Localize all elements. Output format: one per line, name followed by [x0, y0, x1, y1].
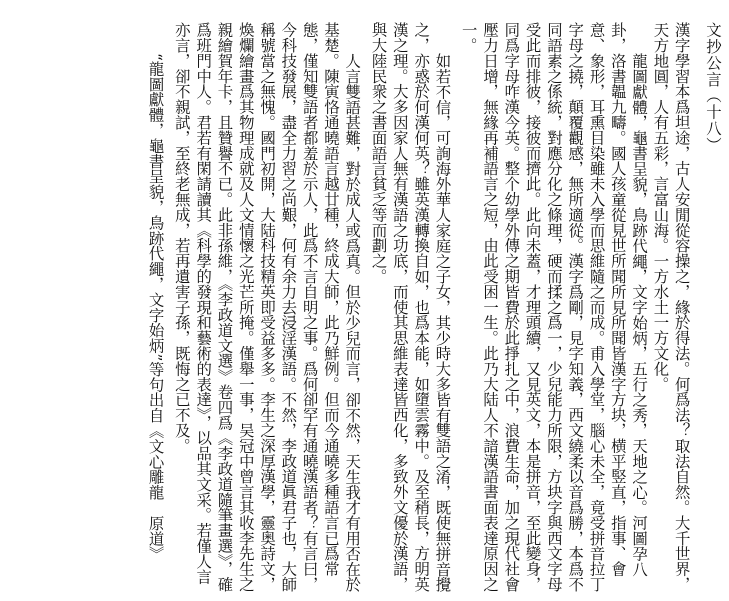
paragraph-dragon-map: 龍圖獻體，龜書呈貌，鳥跡代繩，文字始炳，五行之秀，天地之心。河圖孕八卦，洛書韞九疇。國人孩童從見世所聞所見所聞皆漢字方块，横平竪直，指事、會意、象形，耳熏目染雖未入學而思維隨之而成。甫入學堂，腦心未全，竟受拼音拉丁字母之撓，顛覆觀感，無所適從。漢字爲剛，見字知義，西文繞柔以音爲勝，本爲不同語素之係統，對應分化之條理，硬而揉之爲一，少兒能力所限，方块字與西文字母受此而排彼，接彼而擠此。此向未蓋，才理頭續，又見英文，本是拼音，至此變身，同爲字母咋漢今英。整个幼學外傳之期皆費於此掙扎之中，浪費生命，加之現代社會壓力日增，無緣再補語言之短，由此受困一生。此乃大陆人不諳漢語書面表達原因之一。 — [459, 22, 649, 592]
vertical-text-page — [6, 22, 723, 594]
paragraph-intro: 漢字學習本爲坦途，古人安閒從容操之，緣於得法。何爲法？取法自然。大千世界，天方地圓，人有五彩，言富山海。一方水土一方文化。 — [651, 22, 691, 592]
paragraph-source-note: “龍圖獻體，龜書呈貌，鳥跡代繩，文字始炳”等句出自《文心雕龍 原道》 — [146, 52, 165, 562]
paragraph-overseas-chinese: 如若不信，可詢海外華人家庭之子女，其少時大多皆有雙語之淆，既使無拼音攪之，亦惑於何漢何英？雖英漢轉換自如，也爲本能，如墮雲霧中。及至稍長，方明英漢之理。大多因家人無有漢語之功底，而使其思維表達皆西化，多致外文優於漢語，與大陸民衆之書面語言貧乏等而劃之。 — [369, 22, 452, 592]
article-title: 文抄公言（十八） — [704, 22, 722, 154]
paragraph-bilingual: 人言雙語甚難，對於成人或爲真。但於少兒而言，卻不然，天生我才有用否在於基楚。陳寅恪通曉語言越廿種，終成大師，此乃鮮例。但而今通曉多種語言已爲常態，僅知雙語者都羞於示人，此爲不言自明之事。爲何卻罕有通曉漢語者？有言曰，今科技發展，盡全力習之尚艱，何有余力去浸淫漢語。不然，李政道眞君子也，大師稱號當之無愧。國門初開，大陆科技精英即受益多多。李生之深厚漢學，靈奥詩文，煥爛繪畫爲其物理成就及人文情懷之光芒所掩。僅舉一事，吴冠中曾言其收李先生之親繪賀年卡，且贊譽不已。此非孫維，《李政道文選》卷四爲《李政道隨筆畫選》，確爲班門中人。君若有閑請讀其《科學的發現和藝術的表達》，以品其文采。若僅人言亦言，卻不親試，至終老無成，若再遺害子孫，既悔之已不及。 — [172, 22, 362, 592]
